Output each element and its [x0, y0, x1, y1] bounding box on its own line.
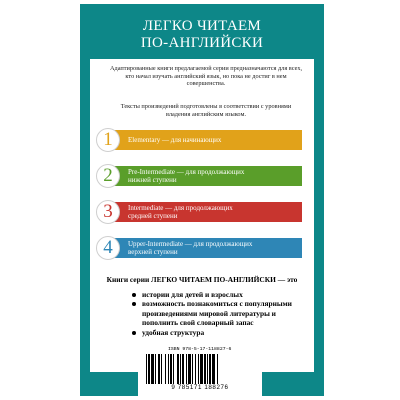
feature-item: возможность познакомиться с популярными произведениями мировой литературы и пополнить свой словарный запас — [132, 299, 302, 327]
barcode-bar — [195, 354, 196, 384]
barcode-bar — [207, 354, 208, 384]
barcode-bar — [180, 354, 181, 384]
barcode-bar — [200, 354, 203, 384]
barcode-bar — [212, 354, 215, 384]
level-label: Intermediate — для продолжающих — [128, 204, 233, 213]
barcode-bar — [165, 354, 166, 384]
level-number: 4 — [96, 236, 120, 260]
barcode-bar — [192, 354, 193, 384]
barcode-bar — [168, 354, 169, 384]
level-number: 3 — [96, 200, 120, 224]
series-title-line: ЛЕГКО ЧИТАЕМ — [142, 18, 262, 34]
barcode-bar — [217, 354, 218, 384]
level-bar — [108, 238, 302, 258]
info-panel — [90, 59, 314, 372]
level-bar — [108, 202, 302, 222]
isbn-number: ISBN 978-5-17-118827-6 — [168, 347, 232, 352]
barcode-bar — [151, 354, 154, 384]
level-row-3 — [96, 200, 302, 224]
level-row-2 — [96, 164, 302, 188]
level-label: Elementary — для начинающих — [128, 136, 222, 145]
level-row-1 — [96, 128, 302, 152]
feature-item: удобная структура — [132, 328, 302, 337]
cover-background — [80, 4, 324, 396]
barcode-bar — [182, 354, 184, 384]
barcode-bar — [173, 354, 174, 384]
level-number: 2 — [96, 164, 120, 188]
feature-item: истории для детей и взрослых — [132, 290, 302, 299]
feature-list — [132, 290, 302, 337]
barcode-bar — [177, 354, 179, 384]
intro-paragraph: Тексты произведений подготовлены в соответствии с уровнями владения английским языком. — [120, 103, 292, 118]
level-bar — [108, 166, 302, 186]
barcode-bar — [186, 354, 187, 384]
level-bar — [108, 130, 302, 150]
barcode-bar — [148, 354, 150, 384]
barcode-bar — [188, 354, 191, 384]
level-sublabel: средней ступени — [128, 212, 178, 220]
level-number: 1 — [96, 128, 120, 152]
barcode-bar — [146, 354, 147, 384]
series-title-line: ПО-АНГЛИЙСКИ — [140, 35, 264, 51]
barcode-bar — [155, 354, 156, 384]
level-sublabel: нижней ступени — [128, 176, 177, 184]
series-title — [80, 18, 324, 52]
ean-number: 9 785171 188276 — [171, 384, 229, 391]
barcode-bar — [204, 354, 206, 384]
barcode-bar — [209, 354, 211, 384]
level-sublabel: верхней ступени — [128, 248, 178, 256]
barcode-bar — [170, 354, 172, 384]
level-label: Upper-Intermediate — для продолжающих — [128, 240, 253, 249]
barcode-bar — [198, 354, 199, 384]
barcode-icon — [144, 354, 256, 384]
barcode-area — [138, 346, 262, 396]
barcode-bar — [158, 354, 160, 384]
level-label: Pre-Intermediate — для продолжающих — [128, 168, 245, 177]
level-row-4 — [96, 236, 302, 260]
intro-paragraph: Адаптированные книги предлагаемой серии предназначаются для всех, кто начал изучать английский язык, но пока не достиг в нем совершенства. — [109, 65, 303, 88]
barcode-bar — [161, 354, 162, 384]
series-heading: Книги серии ЛЕГКО ЧИТАЕМ ПО-АНГЛИЙСКИ — это — [106, 275, 298, 284]
